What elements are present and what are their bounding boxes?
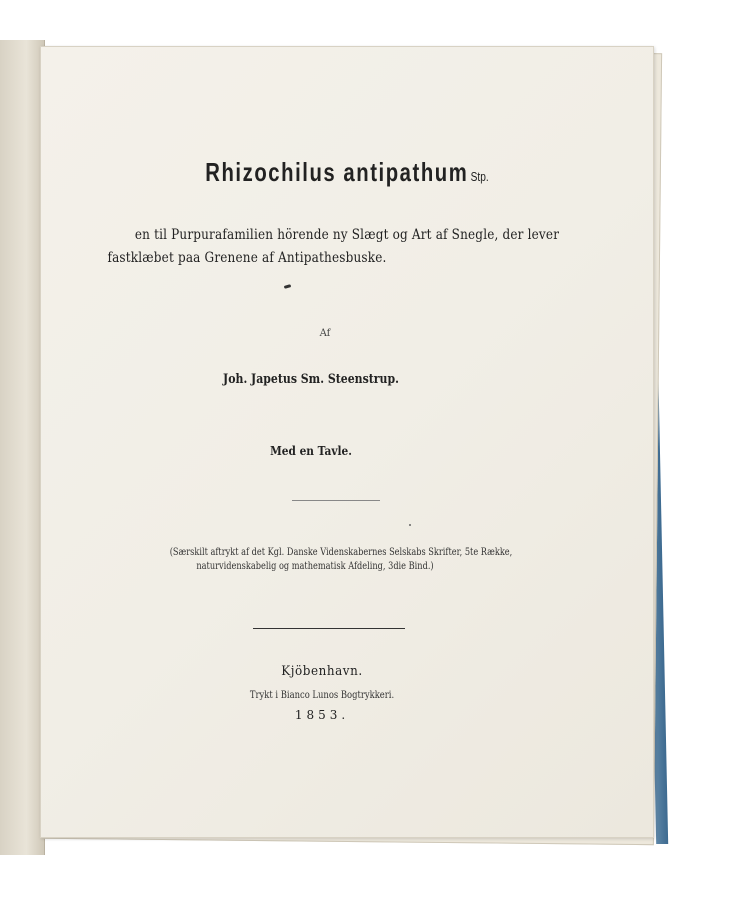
long-rule: [253, 628, 405, 629]
plate-note: Med en Tavle.: [270, 444, 352, 458]
imprint-city: Kjöbenhavn.: [281, 664, 363, 679]
subtitle-line-2: fastklæbet paa Grenene af Antipathesbuske.: [107, 250, 387, 266]
ink-dot: [409, 524, 411, 526]
title-page: [40, 46, 654, 838]
ink-speck: [284, 284, 292, 289]
short-rule: [292, 500, 380, 501]
title-author-abbr: Stp.: [470, 169, 489, 184]
by-label: Af: [319, 328, 331, 339]
title: [108, 157, 585, 188]
imprint-year: 1853.: [294, 708, 350, 722]
title-main: Rhizochilus antipathum: [205, 157, 469, 187]
back-cover: [0, 40, 45, 855]
reprint-note-line-2: naturvidenskabelig og mathematisk Afdeling, 3die Bind.): [196, 561, 434, 572]
imprint-printer: Trykt i Bianco Lunos Bogtrykkeri.: [249, 690, 395, 701]
author-name: Joh. Japetus Sm. Steenstrup.: [223, 372, 399, 387]
subtitle-line-1: en til Purpurafamilien hörende ny Slægt og Art af Snegle, der lever: [134, 227, 560, 243]
reprint-note-line-1: (Særskilt aftrykt af det Kgl. Danske Videnskabernes Selskabs Skrifter, 5te Række,: [169, 547, 513, 558]
